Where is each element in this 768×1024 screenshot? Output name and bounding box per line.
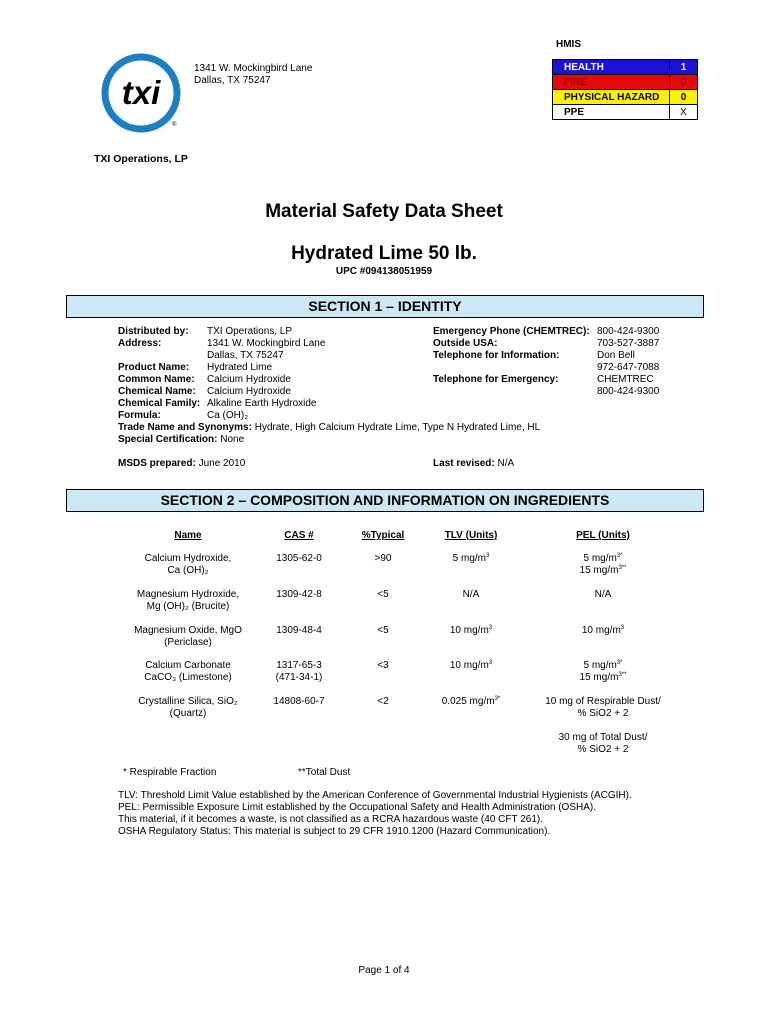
field-value: Alkaline Earth Hydroxide [207, 398, 317, 409]
company-address [194, 63, 312, 87]
note-line: TLV: Threshold Limit Value established by the American Conference of Governmental Industrial Hygienists (ACGIH). [118, 790, 632, 801]
tlv-value: 5 $mg/m^3$ [452, 553, 490, 564]
field-value: 972-647-7088 [597, 362, 660, 373]
pel-value-total-dust: 30 mg of Total Dust/ % SiO2 + 2 [558, 732, 648, 755]
cas-number: 1305-62-0 [276, 553, 322, 564]
hmis-value: 0 [670, 90, 698, 105]
pel-value: 10 mg of Respirable Dust/ % SiO2 + 2 [545, 696, 661, 719]
tlv-value: 10 $mg/m^3$ [449, 660, 493, 671]
field-label: Emergency Phone (CHEMTREC): [433, 326, 590, 337]
field-label: Telephone for Information: [433, 350, 560, 361]
hmis-label: PHYSICAL HAZARD [553, 90, 670, 105]
cas-number: 1317-65-3 (471-34-1) [275, 660, 323, 683]
footnote-respirable: * Respirable Fraction [123, 767, 217, 778]
field-label: Telephone for Emergency: [433, 374, 559, 385]
field-label: Common Name: [118, 374, 195, 385]
registered-mark: ® [172, 122, 177, 128]
column-header-cas: CAS # [284, 530, 314, 541]
section-1-heading: SECTION 1 – IDENTITY [66, 295, 704, 318]
hmis-row-physical-hazard [553, 90, 698, 105]
note-line: This material, if it becomes a waste, is not classified as a RCRA hazardous waste (40 CFT 261). [118, 814, 543, 825]
note-line: PEL: Permissible Exposure Limit established by the Occupational Safety and Health Administration (OSHA). [118, 802, 597, 813]
field-label: Chemical Family: [118, 398, 201, 409]
address-line-2: Dallas, TX 75247 [194, 75, 271, 86]
field-value: June 2010 [198, 458, 246, 469]
document-title: Material Safety Data Sheet [265, 201, 503, 222]
ingredient-name: Calcium Hydroxide, Ca (OH)₂ [144, 553, 232, 576]
field-value: TXI Operations, LP [207, 326, 293, 337]
identity-left-values [207, 326, 325, 422]
cas-number: 1309-42-8 [276, 589, 322, 600]
ingredient-name: Crystalline Silica, SiO₂ (Quartz) [138, 696, 238, 719]
hmis-label: PPE [553, 105, 670, 120]
field-label: Chemical Name: [118, 386, 196, 397]
field-value: Ca (OH)₂ [207, 410, 249, 421]
section-2-heading: SECTION 2 – COMPOSITION AND INFORMATION ON INGREDIENTS [66, 489, 704, 512]
pel-value: 5 $mg/m^{3*}$ 15 $mg/m^{3**}$ [579, 553, 627, 576]
field-label: Special Certification: [118, 434, 218, 445]
pel-value: 5 $mg/m^{3*}$ 15 $mg/m^{3**}$ [579, 660, 627, 683]
msds-prepared [118, 458, 245, 470]
hmis-title: HMIS [556, 39, 581, 50]
ingredient-name: Magnesium Oxide, MgO (Periclase) [134, 625, 242, 648]
field-value: 1341 W. Mockingbird Lane [207, 338, 326, 349]
field-value: Hydrated Lime [207, 362, 273, 373]
typical-percent: >90 [374, 553, 392, 564]
field-label: Trade Name and Synonyms: [118, 422, 252, 433]
product-title: Hydrated Lime 50 lb. [291, 243, 477, 264]
column-header-name: Name [174, 530, 202, 541]
identity-right-labels [433, 326, 590, 398]
typical-percent: <3 [377, 660, 389, 671]
upc-code: UPC #094138051959 [335, 266, 433, 277]
tlv-value: 0.025 $mg/m^{3*}$ [441, 696, 501, 707]
field-label [433, 362, 590, 374]
field-value: Hydrate, High Calcium Hydrate Lime, Type N Hydrated Lime, HL [254, 422, 541, 433]
pel-value: 10 $mg/m^3$ [581, 625, 625, 636]
field-value: Don Bell [597, 350, 635, 361]
field-value: 800-424-9300 [597, 386, 660, 397]
typical-percent: <2 [377, 696, 389, 707]
field-label: Last revised: [433, 458, 495, 469]
field-value: Calcium Hydroxide [207, 374, 291, 385]
hmis-value: 1 [670, 60, 698, 75]
field-label: MSDS prepared: [118, 458, 196, 469]
field-value: 800-424-9300 [597, 326, 660, 337]
page-number: Page 1 of 4 [358, 965, 410, 976]
ingredient-name: Calcium Carbonate CaCO₃ (Limestone) [144, 660, 232, 683]
special-certification [118, 434, 244, 446]
field-value: None [220, 434, 245, 445]
field-label: Product Name: [118, 362, 190, 373]
last-revised [433, 458, 514, 470]
column-header-tlv: TLV (Units) [444, 530, 498, 541]
field-label: Address: [118, 338, 162, 349]
tlv-value: N/A [462, 589, 480, 600]
tlv-value: 10 $mg/m^3$ [449, 625, 493, 636]
field-label: Outside USA: [433, 338, 498, 349]
ingredient-name: Magnesium Hydroxide, Mg (OH)₂ (Brucite) [136, 589, 240, 612]
field-value: CHEMTREC [597, 374, 654, 385]
company-name: TXI Operations, LP [94, 153, 188, 165]
column-header-typical: %Typical [361, 530, 405, 541]
field-value: Dallas, TX 75247 [207, 350, 284, 361]
typical-percent: <5 [377, 625, 389, 636]
hmis-label: FIRE [553, 75, 670, 90]
cas-number: 14808-60-7 [273, 696, 325, 707]
hmis-table [552, 59, 698, 120]
field-label [118, 350, 200, 362]
logo-text: txi [121, 74, 161, 111]
hmis-label: HEALTH [553, 60, 670, 75]
field-value: 703-527-3887 [597, 338, 660, 349]
footnote-total-dust: **Total Dust [298, 767, 351, 778]
hmis-value: 0 [670, 75, 698, 90]
hmis-row-health [553, 60, 698, 75]
hmis-value: X [670, 105, 698, 120]
column-header-pel: PEL (Units) [576, 530, 630, 541]
hmis-row-fire [553, 75, 698, 90]
identity-left-labels [118, 326, 200, 422]
regulatory-notes [118, 790, 632, 838]
typical-percent: <5 [377, 589, 389, 600]
txi-logo [101, 53, 183, 135]
field-label [433, 386, 590, 398]
field-label: Formula: [118, 410, 161, 421]
address-line-1: 1341 W. Mockingbird Lane [194, 63, 313, 74]
hmis-row-ppe [553, 105, 698, 120]
identity-right-values [597, 326, 659, 398]
cas-number: 1309-48-4 [276, 625, 322, 636]
field-value: Calcium Hydroxide [207, 386, 291, 397]
field-label: Distributed by: [118, 326, 189, 337]
pel-value: N/A [594, 589, 612, 600]
field-value: N/A [497, 458, 515, 469]
note-line: OSHA Regulatory Status: This material is subject to 29 CFR 1910.1200 (Hazard Communication). [118, 826, 551, 837]
trade-names [118, 422, 540, 434]
